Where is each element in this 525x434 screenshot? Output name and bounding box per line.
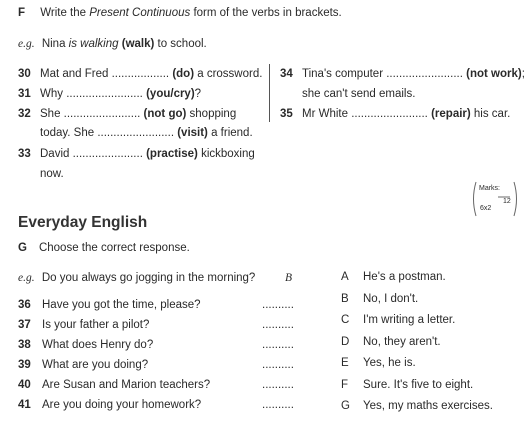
response-option: [341, 293, 418, 305]
question-text: Is your father a pilot?: [42, 319, 150, 331]
section-f-instruction: [18, 7, 342, 19]
item-number: 35: [280, 108, 293, 120]
answer-blank[interactable]: ..........: [262, 299, 294, 311]
response-letter: C: [341, 314, 350, 326]
answer-blank[interactable]: ..........: [262, 379, 294, 391]
response-option: [341, 357, 416, 369]
item-text-end: kickboxing: [197, 148, 255, 160]
item-text-end: ?: [194, 88, 202, 100]
response-text: No, they aren't.: [363, 335, 441, 348]
section-title: Everyday English: [18, 214, 148, 231]
item-text: now.: [40, 168, 64, 180]
marks-multiplier: 6x2: [480, 205, 492, 212]
question-text: Are Susan and Marion teachers?: [42, 379, 211, 391]
instruction-text: Write the: [40, 7, 90, 19]
eg-text: Nina: [41, 38, 69, 50]
question-number: 38: [18, 339, 31, 351]
item-33-cont: [40, 168, 64, 180]
item-text-end: a friend.: [207, 127, 253, 139]
item-text: Why ........................: [40, 88, 143, 100]
verb-cue: (repair): [431, 108, 471, 120]
item-text: Mr White ........................: [302, 108, 428, 120]
eg-answer: B: [285, 272, 293, 284]
item-text: she can't send emails.: [302, 88, 416, 100]
question-row: [18, 339, 153, 351]
question-row: [18, 299, 201, 311]
response-text: Yes, my maths exercises.: [363, 400, 493, 412]
question-row: [18, 359, 148, 371]
response-letter: A: [341, 271, 349, 283]
answer-blank[interactable]: ..........: [262, 319, 294, 331]
marks-total: 12: [503, 198, 511, 205]
item-number: 34: [280, 68, 293, 80]
example-line: [18, 38, 207, 50]
item-text-end: shopping: [186, 108, 237, 120]
item-text: today. She ........................: [40, 127, 175, 139]
item-text-end: his car.: [470, 108, 511, 120]
item-32-cont: [40, 127, 253, 139]
response-option: [341, 379, 473, 391]
question-number: 39: [18, 359, 31, 371]
item-35: [280, 108, 510, 120]
response-letter: B: [341, 292, 349, 305]
response-text: No, I don't.: [363, 292, 419, 305]
question-row: [18, 319, 149, 331]
question-text: What are you doing?: [42, 359, 149, 371]
question-text: Are you doing your homework?: [42, 399, 202, 411]
response-option: [341, 271, 446, 283]
marks-box: [470, 180, 520, 218]
instruction-italic: Present Continuous: [89, 7, 191, 19]
response-letter: F: [341, 378, 349, 391]
response-letter: D: [341, 335, 350, 348]
verb-cue: (visit): [177, 127, 208, 139]
question-number: 41: [18, 399, 31, 411]
instruction-text-end: form of the verbs in brackets.: [190, 7, 342, 19]
eg-verb: (walk): [121, 38, 155, 50]
example-question: [18, 272, 255, 284]
item-34-cont: [302, 88, 415, 100]
response-text: Yes, he is.: [363, 357, 416, 369]
eg-text-end: to school.: [154, 38, 207, 50]
item-number: 32: [18, 108, 31, 120]
answer-blank[interactable]: ..........: [262, 359, 294, 371]
question-number: 37: [18, 319, 31, 331]
question-text: What does Henry do?: [42, 339, 154, 351]
item-34: [280, 68, 525, 80]
verb-cue: (practise): [146, 148, 198, 160]
question-text: Have you got the time, please?: [42, 299, 201, 311]
item-text: Mat and Fred ..................: [40, 68, 170, 80]
verb-cue: (not go): [143, 108, 187, 120]
eg-label: e.g.: [18, 272, 35, 284]
response-text: He's a postman.: [363, 271, 446, 283]
item-33: [18, 148, 255, 160]
item-number: 30: [18, 68, 31, 80]
response-option: [341, 336, 441, 348]
section-g-instruction: [18, 242, 190, 254]
response-text: I'm writing a letter.: [363, 314, 456, 326]
item-text: David ......................: [40, 148, 143, 160]
eg-answer: is walking: [68, 38, 119, 50]
answer-blank[interactable]: ..........: [262, 399, 294, 411]
item-31: [18, 88, 201, 100]
response-text: Sure. It's five to eight.: [363, 378, 474, 391]
section-letter: G: [18, 242, 27, 254]
item-number: 31: [18, 88, 31, 100]
item-text-end: ;: [521, 68, 525, 80]
question-number: 40: [18, 379, 31, 391]
eg-question: Do you always go jogging in the morning?: [41, 272, 256, 284]
verb-cue: (you/cry): [146, 88, 195, 100]
response-option: [341, 314, 455, 326]
answer-blank[interactable]: ..........: [262, 339, 294, 351]
column-divider: [269, 64, 270, 122]
section-letter: F: [18, 7, 26, 19]
item-32: [18, 108, 236, 120]
item-text-end: a crossword.: [194, 68, 263, 80]
response-letter: E: [341, 357, 349, 369]
item-30: [18, 68, 262, 80]
response-option: [341, 400, 493, 412]
verb-cue: (do): [172, 68, 195, 80]
question-number: 36: [18, 299, 31, 311]
instruction-text: Choose the correct response.: [38, 242, 190, 254]
marks-label: Marks:: [479, 185, 500, 192]
response-letter: G: [341, 400, 350, 412]
eg-label: e.g.: [18, 38, 35, 50]
item-number: 33: [18, 148, 31, 160]
item-text: She ........................: [40, 108, 141, 120]
question-row: [18, 379, 210, 391]
verb-cue: (not work): [466, 68, 522, 80]
item-text: Tina's computer ........................: [302, 68, 463, 80]
question-row: [18, 399, 201, 411]
